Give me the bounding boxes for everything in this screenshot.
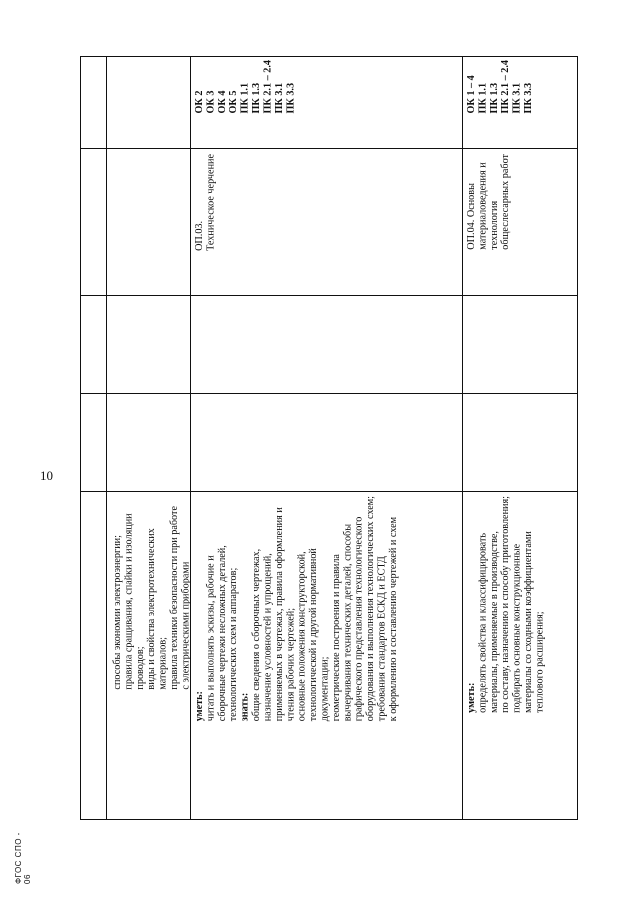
text-line: материалы со сходными коэффициентами (523, 531, 535, 713)
competency-code: ПК 3.1 (511, 82, 523, 114)
text-line: материалов; (157, 636, 169, 690)
text-line: общеслесарных работ (500, 154, 512, 250)
competency-code: ОК 4 (216, 90, 228, 114)
competency-code: ОК 5 (228, 90, 240, 114)
competency-code: ПК 2.1 – 2.4 (500, 60, 512, 114)
competency-code: ПК 1.3 (488, 82, 500, 114)
text-line: уметь: (466, 682, 477, 713)
text-line: по составу, назначению и способу приготовления; (500, 496, 512, 713)
row3-discipline (466, 154, 512, 250)
text-line: графического представления технологического (353, 516, 365, 722)
text-line: ОП.04. Основы (466, 183, 477, 250)
column-divider (80, 491, 578, 492)
table-border-right (577, 56, 578, 820)
text-line: материалы, применяемые в производстве, (488, 531, 500, 713)
row-divider (190, 56, 191, 820)
text-line: правила сращивания, спайки и изоляции (123, 513, 135, 690)
row1-description (112, 496, 192, 690)
footer-code: ФГОС СПО - 06 (14, 832, 32, 884)
text-line: уметь: (194, 691, 205, 722)
text-line: технология (488, 200, 500, 250)
row2-description (194, 496, 399, 721)
text-line: основные положения конструкторской, (296, 551, 308, 722)
text-line: назначение условностей и упрощений, (262, 553, 274, 722)
row2-competencies (194, 60, 297, 114)
competency-code: ПК 1.1 (239, 82, 251, 114)
text-line: теплового расширения; (534, 611, 546, 713)
competency-code: ПК 1.3 (251, 82, 263, 114)
text-line: проводов; (134, 646, 146, 690)
row3-description (466, 496, 546, 713)
competency-code: ОК 1 – 4 (466, 75, 477, 114)
text-line: требования стандартов ЕСКД и ЕСТД (376, 556, 388, 722)
text-line: Техническое черчение (205, 154, 217, 251)
competency-code: ПК 2.1 – 2.4 (262, 60, 274, 114)
competency-code: ПК 3.3 (523, 82, 535, 114)
text-line: правила техники безопасности при работе (169, 506, 181, 690)
text-line: геометрические построения и правила (330, 554, 342, 722)
competency-code: ПК 3.3 (285, 82, 297, 114)
text-line: знать: (239, 692, 251, 722)
row-divider (462, 56, 463, 820)
text-line: применяемых в чертежах, правила оформления и (273, 507, 285, 722)
row2-discipline (194, 154, 217, 251)
text-line: общие сведения о сборочных чертежах, (251, 548, 263, 722)
competency-code: ОК 3 (205, 90, 217, 114)
row3-competencies (466, 60, 534, 114)
text-line: сборочные чертежи несложных деталей, (216, 545, 228, 722)
page-number: 10 (40, 468, 53, 483)
text-line: оборудования и выполнения технологических схем; (365, 496, 377, 722)
table-border-bottom (80, 819, 578, 820)
text-line: материаловедения и (477, 162, 489, 250)
column-divider (80, 148, 578, 149)
text-line: к оформлению и составлению чертежей и схем (387, 516, 399, 722)
column-divider (80, 295, 578, 296)
text-line: чтения рабочих чертежей; (285, 607, 297, 722)
column-divider (106, 56, 107, 820)
text-line: с электрическими приборами (180, 561, 192, 690)
table-border-top (80, 56, 578, 57)
competency-table (80, 56, 578, 820)
text-line: способы экономии электроэнергии; (112, 535, 123, 690)
text-line: ОП.03. (194, 220, 205, 251)
competency-code: ОК 2 (194, 90, 205, 114)
text-line: виды и свойства электротехнических (146, 528, 158, 690)
table-border-left (80, 56, 81, 820)
text-line: определять свойства и классифицировать (477, 532, 489, 713)
text-line: читать и выполнять эскизы, рабочие и (205, 555, 217, 722)
text-line: технологической и другой нормативной (308, 548, 320, 722)
text-line: вычерчивания технических деталей, способы (342, 523, 354, 722)
text-line: документации; (319, 656, 331, 722)
competency-code: ПК 3.1 (273, 82, 285, 114)
column-divider (80, 393, 578, 394)
text-line: подбирать основные конструкционные (511, 543, 523, 713)
competency-code: ПК 1.1 (477, 82, 489, 114)
text-line: технологических схем и аппаратов; (228, 567, 240, 722)
